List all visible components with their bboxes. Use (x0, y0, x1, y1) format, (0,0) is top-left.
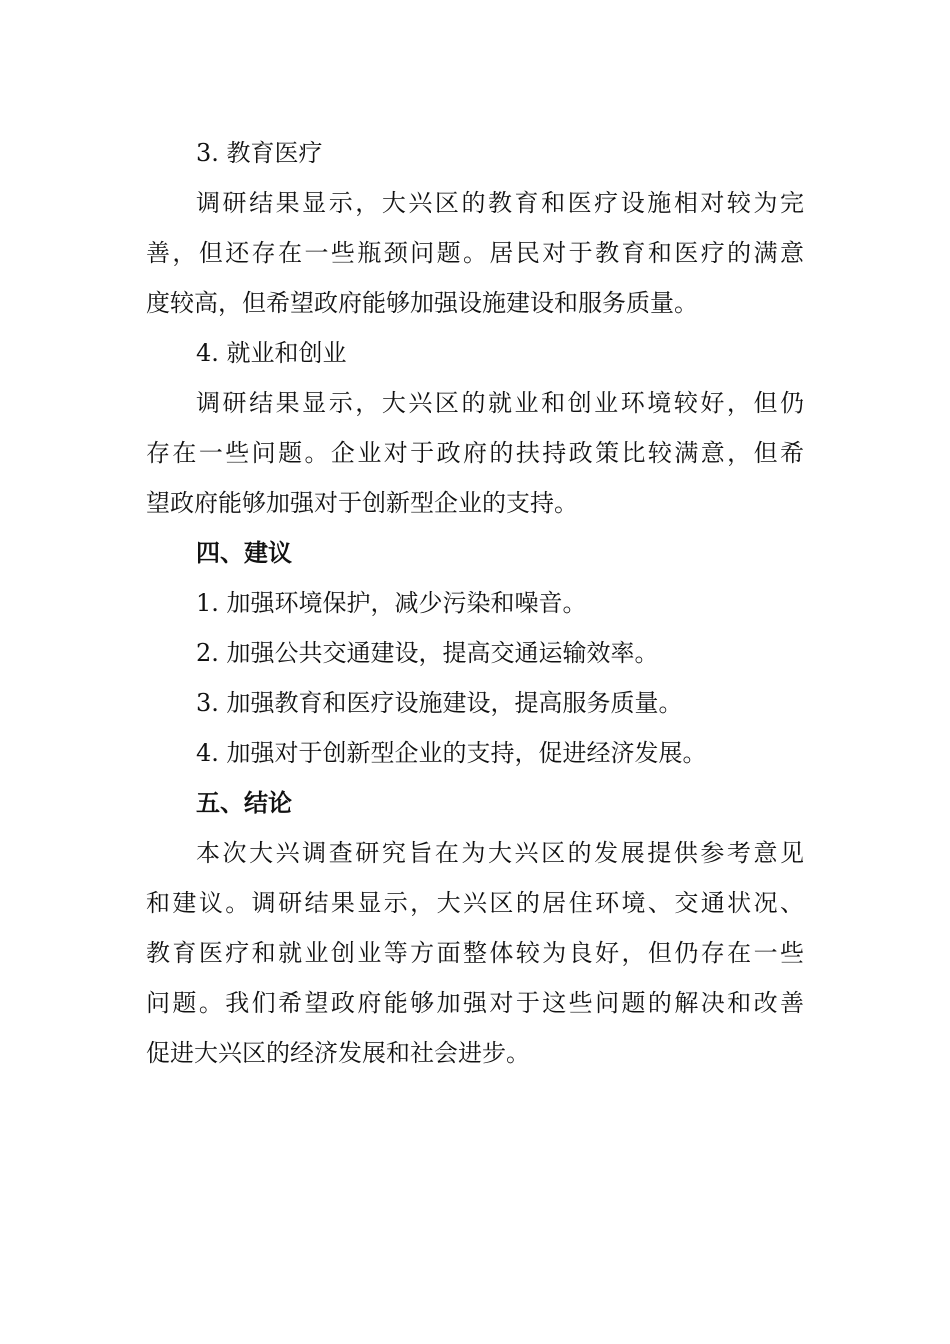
suggestion-item: 4. 加强对于创新型企业的支持，促进经济发展。 (196, 739, 707, 767)
paragraph-line: 调研结果显示，大兴区的教育和医疗设施相对较为完 (196, 189, 804, 217)
paragraph-line: 本次大兴调查研究旨在为大兴区的发展提供参考意见 (196, 839, 804, 867)
paragraph-line: 存在一些问题。企业对于政府的扶持政策比较满意，但希 (146, 439, 804, 467)
suggestion-item: 1. 加强环境保护，减少污染和噪音。 (196, 589, 587, 617)
subheading-employment-entrepreneurship: 4. 就业和创业 (196, 339, 347, 367)
paragraph-line: 调研结果显示，大兴区的就业和创业环境较好，但仍 (196, 389, 804, 417)
section-heading-suggestions: 四、建议 (196, 538, 292, 567)
paragraph-line: 问题。我们希望政府能够加强对于这些问题的解决和改善 (146, 989, 804, 1017)
suggestion-item: 2. 加强公共交通建设，提高交通运输效率。 (196, 639, 659, 667)
section-heading-conclusion: 五、结论 (196, 788, 292, 817)
paragraph-line: 善，但还存在一些瓶颈问题。居民对于教育和医疗的满意 (146, 239, 804, 267)
subheading-education-healthcare: 3. 教育医疗 (196, 139, 323, 167)
paragraph-line: 度较高，但希望政府能够加强设施建设和服务质量。 (146, 289, 698, 317)
paragraph-line: 望政府能够加强对于创新型企业的支持。 (146, 489, 578, 517)
document-body (146, 128, 804, 1078)
paragraph-line: 教育医疗和就业创业等方面整体较为良好，但仍存在一些 (146, 939, 804, 967)
suggestion-item: 3. 加强教育和医疗设施建设，提高服务质量。 (196, 689, 683, 717)
paragraph-line: 促进大兴区的经济发展和社会进步。 (146, 1039, 530, 1067)
paragraph-line: 和建议。调研结果显示，大兴区的居住环境、交通状况、 (146, 889, 804, 917)
